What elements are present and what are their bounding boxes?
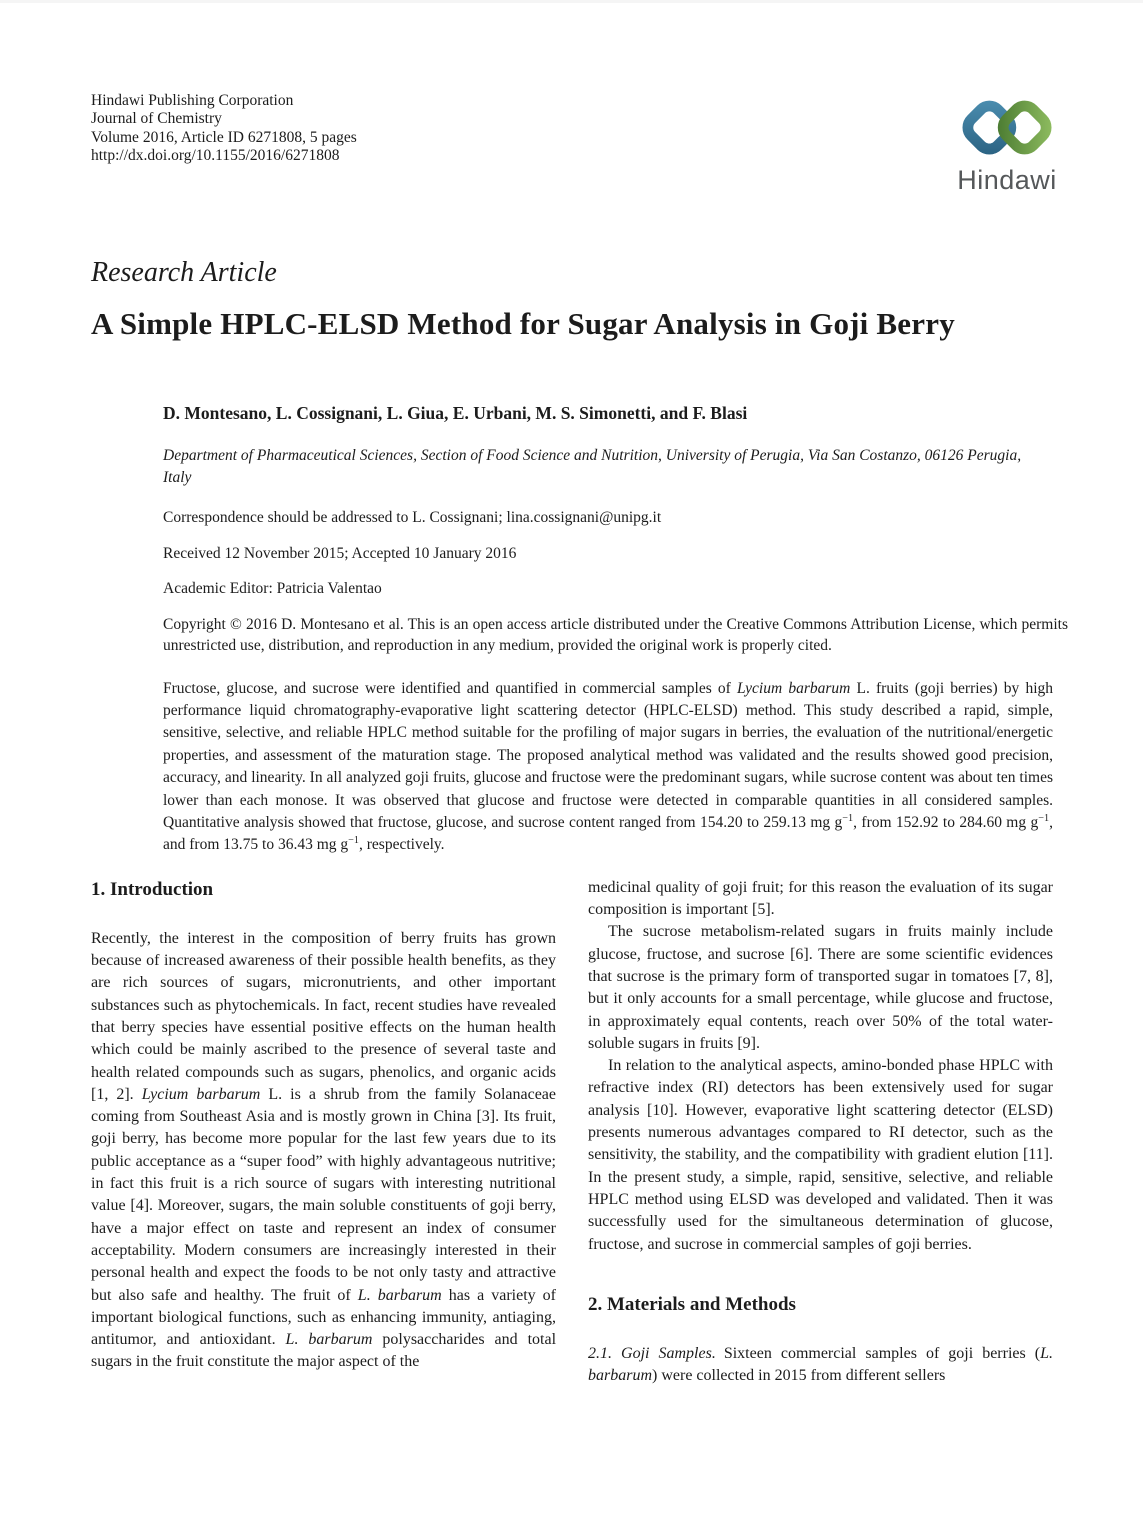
journal-header [91, 92, 1057, 196]
intro-paragraph-2: The sucrose metabolism-related sugars in fruits mainly include glucose, fructose, and sucrose [6]. There are some scientific evidences that sucrose is the primary form of transported sugar in tomatoes [7, 8], but it only accounts for a small percentage, while glucose and fructose, in approximately equal contents, reach over 50% of the total water-soluble sugars in fruits [9]. [588, 923, 1053, 1052]
section-heading-methods: 2. Materials and Methods [588, 1293, 796, 1315]
journal-name: Journal of Chemistry [91, 110, 222, 128]
article-title: A Simple HPLC-ELSD Method for Sugar Analysis in Goji Berry [91, 306, 955, 341]
left-column [91, 877, 556, 1388]
academic-editor-line: Academic Editor: Patricia Valentao [163, 580, 382, 597]
body-columns [91, 877, 1057, 1388]
intro-paragraph-1-continued: medicinal quality of goji fruit; for this reason the evaluation of its sugar composition is important [5]. [588, 878, 1053, 919]
hindawi-wordmark: Hindawi [957, 165, 1057, 195]
authors-line: D. Montesano, L. Cossignani, L. Giua, E. Urbani, M. S. Simonetti, and F. Blasi [163, 403, 748, 423]
affiliation-line: Department of Pharmaceutical Sciences, Section of Food Science and Nutrition, University of Perugia, Via San Costanzo, 06126 Perugia, Italy [163, 447, 1022, 486]
volume-article-id: Volume 2016, Article ID 6271808, 5 pages [91, 128, 357, 146]
methods-paragraph-goji-samples: 2.1. Goji Samples. Sixteen commercial samples of goji berries (L. barbarum) were collected in 2015 from different sellers [588, 1344, 1053, 1385]
intro-paragraph-3: In relation to the analytical aspects, amino-bonded phase HPLC with refractive index (RI) detectors has been extensively used for sugar analysis [10]. However, evaporative light scattering detector (ELSD) presents numerous advantages compared to RI detector, such as the sensitivity, the stability, and the compatibility with gradient elution [11]. In the present study, a simple, rapid, sensitive, selective, and reliable HPLC method using ELSD was developed and validated. Then it was successfully used for the simultaneous determination of glucose, fructose, and sucrose in commercial samples of goji berries. [588, 1057, 1053, 1253]
abstract-paragraph: Fructose, glucose, and sucrose were identified and quantified in commercial samples of Lycium barbarum L. fruits (goji berries) by high performance liquid chromatography-evaporative light scattering detector (HPLC-ELSD) method. This study described a rapid, simple, sensitive, selective, and reliable HPLC method suitable for the profiling of major sugars in berries, the evaluation of the nutritional/energetic properties, and assessment of the maturation stage. The proposed analytical method was validated and the results showed good precision, accuracy, and linearity. In all analyzed goji fruits, glucose and fructose were the predominant sugars, while sucrose content was about ten times lower than each monose. It was observed that glucose and fructose were detected in comparable quantities in all considered samples. Quantitative analysis showed that fructose, glucose, and sucrose content ranged from 154.20 to 259.13 mg $g^{-1}$, from 152.92 to 284.60 mg $g^{-1}$, and from 13.75 to 36.43 mg $g^{-1}$, respectively. [163, 679, 1053, 854]
intro-paragraph-1: Recently, the interest in the composition of berry fruits has grown because of increased awareness of their possible health benefits, as they are rich sources of sugars, micronutrients, and other important substances such as phytochemicals. In fact, recent studies have revealed that berry species have essential positive effects on the human health which could be mainly ascribed to the presence of several taste and health related compounds such as sugars, phenolics, and organic acids [1, 2]. Lycium barbarum L. is a shrub from the family Solanaceae coming from Southeast Asia and is mostly grown in China [3]. Its fruit, goji berry, has become more popular for the last few years due to its public acceptance as a “super food” with highly advantageous nutritive; in fact this fruit is a rich source of sugars with interesting nutritional value [4]. Moreover, sugars, the main soluble constituents of goji berry, have a major effect on taste and represent an index of consumer acceptability. Modern consumers are increasingly interested in their personal health and expect the foods to be not only tasty and attractive but also safe and healthy. The fruit of L. barbarum has a variety of important biological functions, such as enhancing immunity, antiaging, antitumor, and antioxidant. L. barbarum polysaccharides and total sugars in the fruit constitute the major aspect of the [91, 929, 557, 1371]
section-heading-introduction: 1. Introduction [91, 878, 214, 900]
doi-url: http://dx.doi.org/10.1155/2016/6271808 [91, 147, 340, 165]
article-meta [163, 402, 1068, 857]
hindawi-logo-block [957, 91, 1057, 196]
publisher-name: Hindawi Publishing Corporation [91, 92, 294, 109]
hindawi-logo-icon [957, 91, 1057, 164]
article-kicker: Research Article [91, 257, 277, 288]
publisher-block [91, 92, 357, 166]
right-column [588, 877, 1053, 1388]
copyright-notice: Copyright © 2016 D. Montesano et al. This is an open access article distributed under the Creative Commons Attribution License, which permits unrestricted use, distribution, and reproduction in any medium, provided the original work is properly cited. [163, 615, 1068, 654]
correspondence-line: Correspondence should be addressed to L. Cossignani; lina.cossignani@unipg.it [163, 509, 662, 526]
received-accepted-line: Received 12 November 2015; Accepted 10 January 2016 [163, 544, 517, 562]
